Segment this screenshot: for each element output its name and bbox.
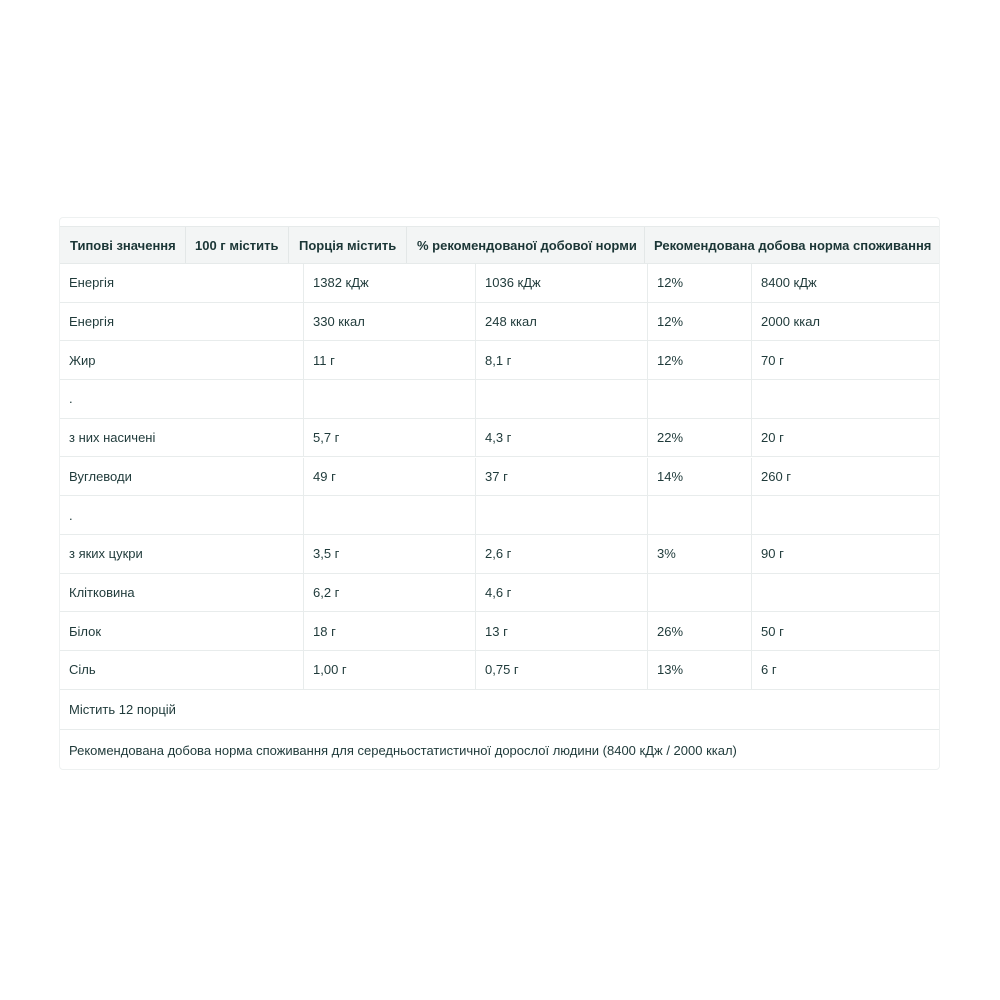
nutrient-name: Вуглеводи (69, 468, 132, 484)
table-header (60, 226, 939, 264)
note-row (60, 730, 939, 770)
table-row (60, 419, 939, 458)
daily-norm-value: 260 г (761, 468, 792, 484)
per-100g-value: 1,00 г (313, 662, 347, 678)
per-portion-value: 4,6 г (485, 584, 512, 600)
per-100g-value: 330 ккал (313, 314, 365, 330)
percent-daily-value: 14% (657, 468, 684, 484)
portions-row (60, 690, 939, 730)
per-portion-value: 1036 кДж (485, 275, 541, 291)
daily-norm-value: 90 г (761, 546, 784, 562)
table-row (60, 612, 939, 651)
table-row (60, 574, 939, 613)
per-100g-value: 49 г (313, 468, 336, 484)
nutrient-name: Жир (69, 352, 96, 368)
table-row (60, 380, 939, 419)
per-100g-value: 1382 кДж (313, 275, 369, 291)
nutrient-name: Енергія (69, 275, 114, 291)
header-per-100g: 100 г містить (195, 237, 279, 253)
table-row (60, 264, 939, 303)
per-100g-value: 5,7 г (313, 430, 340, 446)
portions-text: Містить 12 порцій (69, 702, 176, 717)
nutrient-name: Сіль (69, 662, 96, 678)
daily-norm-value: 50 г (761, 623, 784, 639)
table-row (60, 535, 939, 574)
daily-norm-value: 20 г (761, 430, 784, 446)
nutrient-name: Клітковина (69, 584, 135, 600)
daily-norm-value: 8400 кДж (761, 275, 817, 291)
table-row (60, 651, 939, 690)
note-text: Рекомендована добова норма споживання для середньостатистичної дорослої людини (8400 кДж / 2000 ккал) (69, 742, 737, 758)
per-portion-value: 13 г (485, 623, 508, 639)
per-100g-value: 11 г (313, 352, 335, 368)
header-percent-daily: % рекомендованої добової норми (417, 237, 637, 253)
percent-daily-value: 12% (657, 314, 684, 330)
header-per-portion: Порція містить (299, 237, 397, 253)
nutrient-name: . (69, 507, 73, 523)
nutrient-name: з яких цукри (69, 546, 143, 562)
table-row (60, 341, 939, 380)
daily-norm-value: 70 г (761, 352, 784, 368)
header-daily-norm: Рекомендована добова норма споживання (654, 237, 932, 253)
per-portion-value: 8,1 г (485, 352, 512, 368)
nutrient-name: з них насичені (69, 430, 156, 446)
percent-daily-value: 26% (657, 623, 684, 639)
percent-daily-value: 22% (657, 430, 684, 446)
header-typical-values: Типові значення (70, 237, 176, 253)
per-100g-value: 6,2 г (313, 584, 340, 600)
daily-norm-value: 2000 ккал (761, 314, 821, 330)
nutrient-name: . (69, 391, 73, 407)
per-portion-value: 2,6 г (485, 546, 512, 562)
table-row (60, 303, 939, 342)
nutrient-name: Білок (69, 623, 102, 639)
per-portion-value: 37 г (485, 468, 508, 484)
nutrient-name: Енергія (69, 314, 114, 330)
percent-daily-value: 3% (657, 546, 676, 562)
percent-daily-value: 12% (657, 275, 684, 291)
daily-norm-value: 6 г (761, 662, 777, 678)
per-portion-value: 248 ккал (485, 314, 537, 330)
nutrition-table (59, 217, 940, 770)
percent-daily-value: 13% (657, 662, 684, 678)
table-row (60, 496, 939, 535)
per-portion-value: 0,75 г (485, 662, 519, 678)
per-100g-value: 3,5 г (313, 546, 340, 562)
percent-daily-value: 12% (657, 352, 684, 368)
table-row (60, 458, 939, 497)
per-100g-value: 18 г (313, 623, 336, 639)
per-portion-value: 4,3 г (485, 430, 512, 446)
